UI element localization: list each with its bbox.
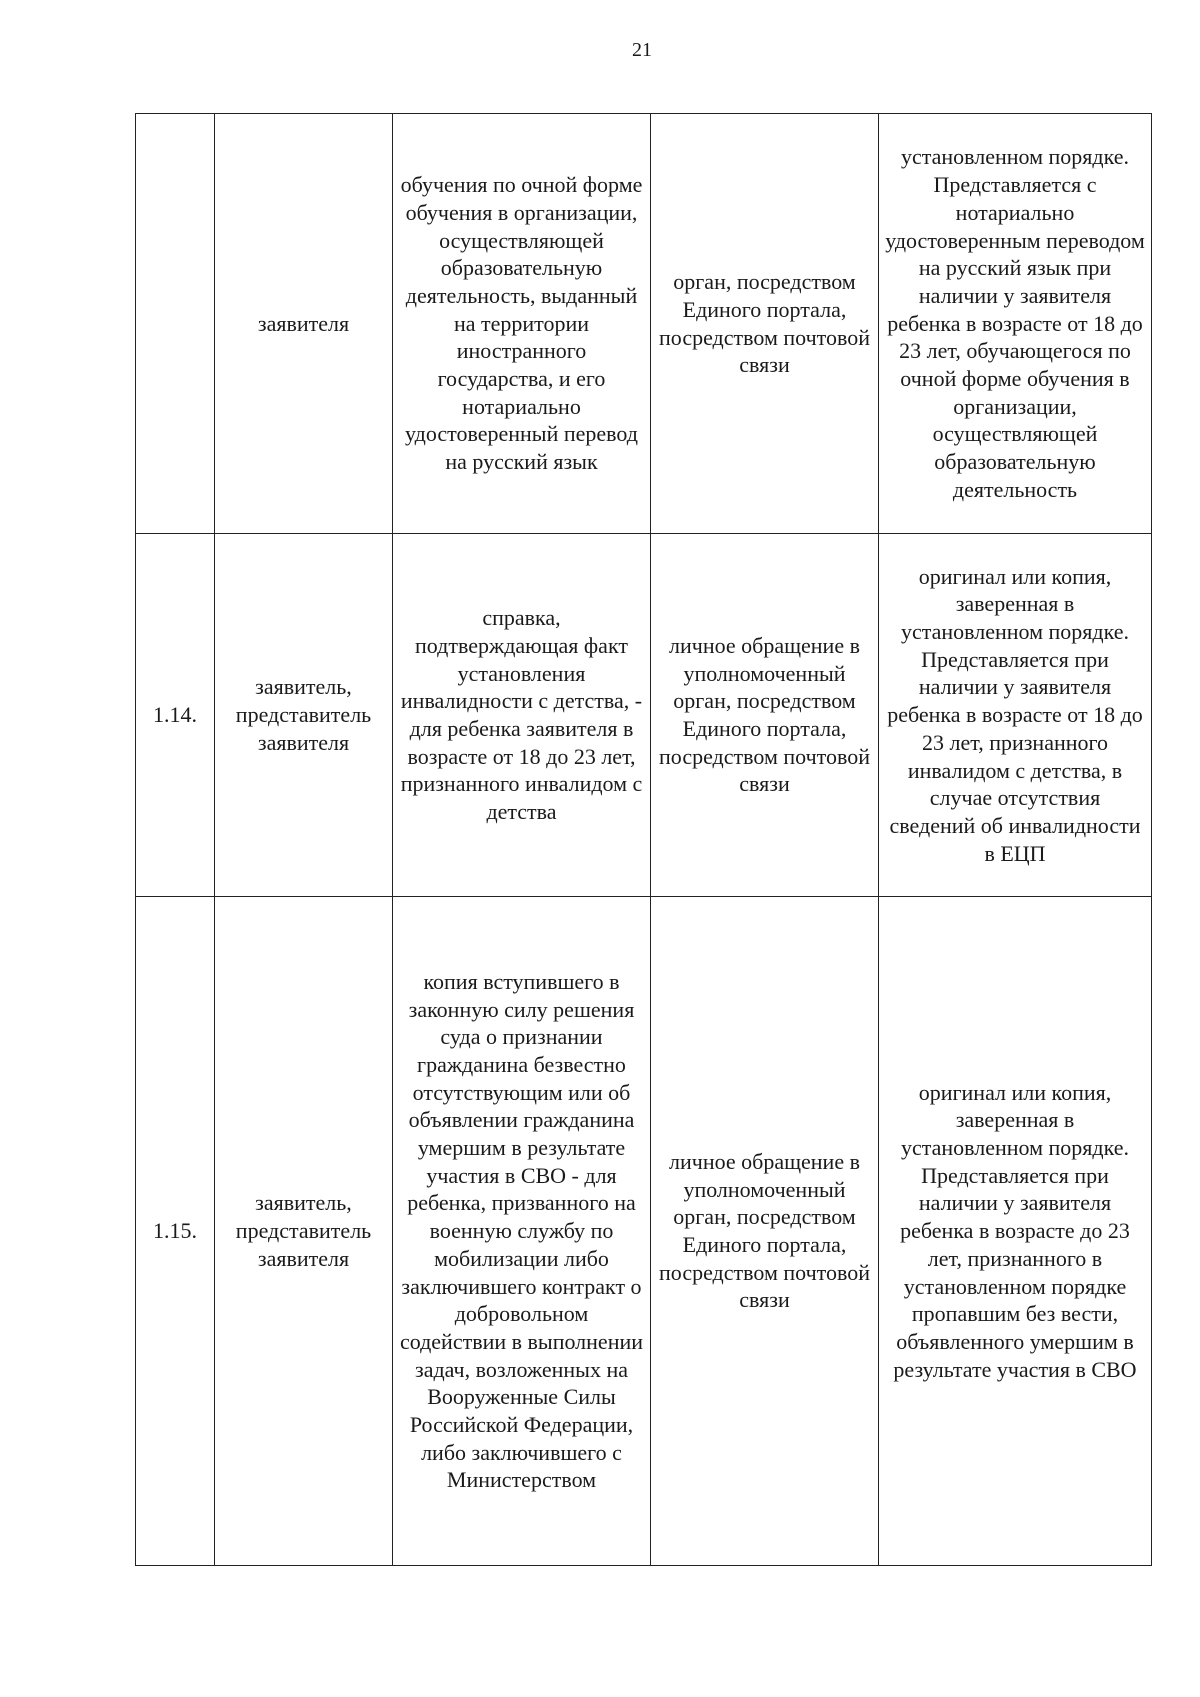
submission-method-cell: личное обращение в уполномоченный орган, посредством Единого портала, посредством почтовой связи [651,534,879,897]
table-row [136,534,1152,897]
table-row [136,114,1152,534]
document-cell: копия вступившего в законную силу решения суда о признании гражданина безвестно отсутствующим или об объявлении гражданина умершим в результате участия в СВО - для ребенка, призванного на военную службу по мобилизации либо заключившего контракт о добровольном содействии в выполнении задач, возложенных на Вооруженные Силы Российской Федерации, либо заключившего с Министерством [393,897,651,1566]
applicant-cell: заявитель, представитель заявителя [215,897,393,1566]
page-number: 21 [632,39,652,61]
documents-table [135,113,1152,1566]
document-cell: справка, подтверждающая факт установления инвалидности с детства, - для ребенка заявителя в возрасте от 18 до 23 лет, признанного инвалидом с детства [393,534,651,897]
submission-method-cell: орган, посредством Единого портала, посредством почтовой связи [651,114,879,534]
note-cell: установленном порядке. Представляется с нотариально удостоверенным переводом на русский язык при наличии у заявителя ребенка в возрасте от 18 до 23 лет, обучающегося по очной форме обучения в организации, осуществляющей образовательную деятельность [879,114,1152,534]
note-cell: оригинал или копия, заверенная в установленном порядке. Представляется при наличии у заявителя ребенка в возрасте от 18 до 23 лет, признанного инвалидом с детства, в случае отсутствия сведений об инвалидности в ЕЦП [879,534,1152,897]
document-cell: обучения по очной форме обучения в организации, осуществляющей образовательную деятельность, выданный на территории иностранного государства, и его нотариально удостоверенный перевод на русский язык [393,114,651,534]
row-number-cell: 1.14. [136,534,215,897]
table-row [136,897,1152,1566]
applicant-cell: заявитель, представитель заявителя [215,534,393,897]
submission-method-cell: личное обращение в уполномоченный орган, посредством Единого портала, посредством почтовой связи [651,897,879,1566]
row-number-cell: 1.15. [136,897,215,1566]
applicant-cell: заявителя [215,114,393,534]
row-number-cell [136,114,215,534]
note-cell: оригинал или копия, заверенная в установленном порядке. Представляется при наличии у заявителя ребенка в возрасте до 23 лет, признанного в установленном порядке пропавшим без вести, объявленного умершим в результате участия в СВО [879,897,1152,1566]
